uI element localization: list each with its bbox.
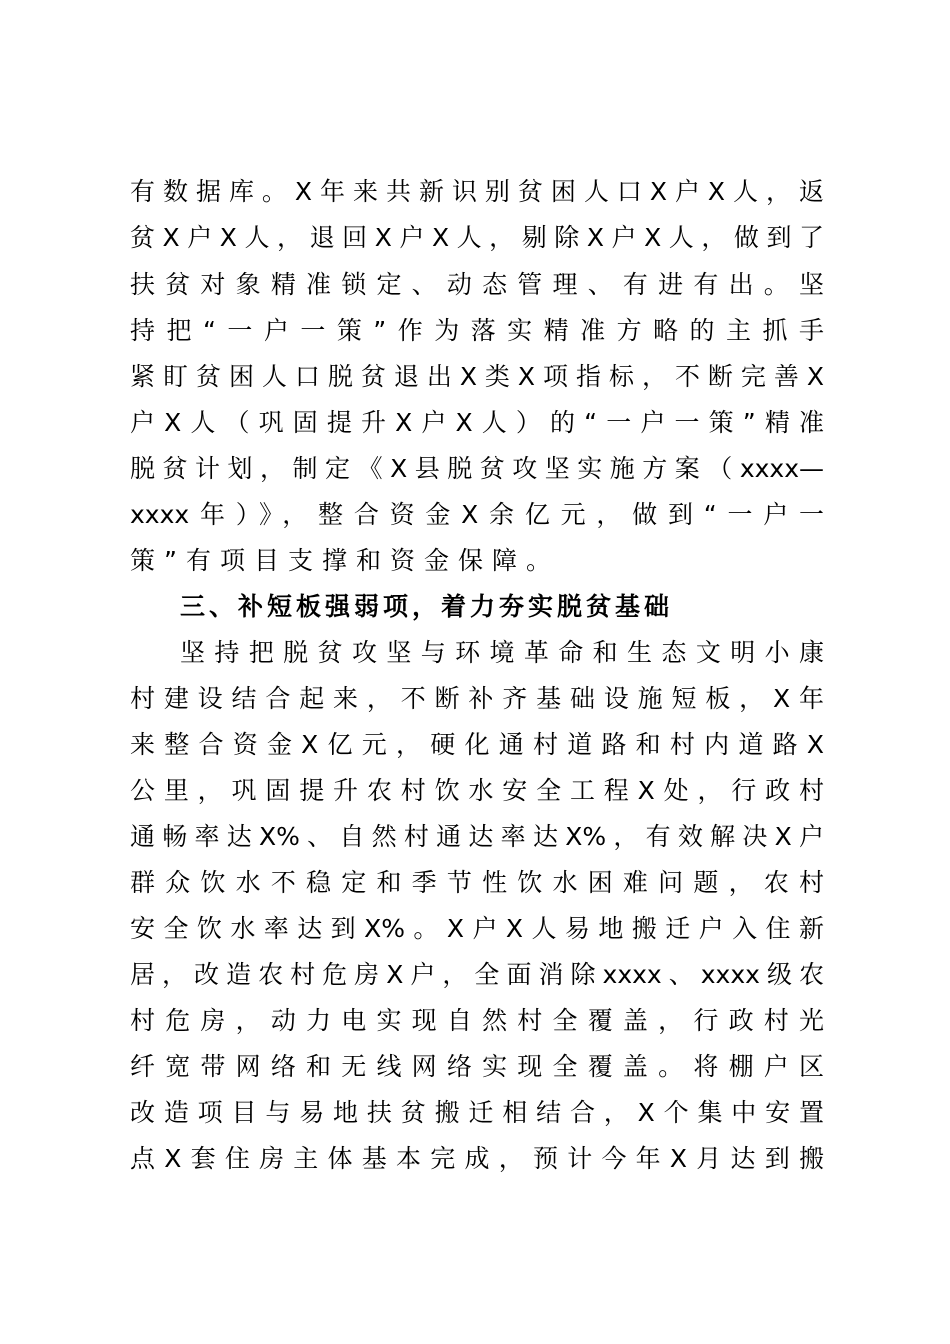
paragraph-line: 村建设结合起来，不断补齐基础设施短板，X年 [130, 684, 824, 713]
paragraph-line: 坚持把脱贫攻坚与环境革命和生态文明小康 [180, 638, 824, 667]
paragraph-line: 改造项目与易地扶贫搬迁相结合，X个集中安置 [130, 1098, 824, 1127]
paragraph-line: 有数据库。X年来共新识别贫困人口X户X人，返 [130, 177, 824, 206]
paragraph-line: 居，改造农村危房X户，全面消除xxxx、xxxx级农 [130, 960, 824, 989]
paragraph-line: 脱贫计划，制定《X县脱贫攻坚实施方案（xxxx— [130, 454, 824, 483]
paragraph-line: 通畅率达X%、自然村通达率达X%，有效解决X户 [130, 822, 824, 851]
paragraph-line: 群众饮水不稳定和季节性饮水困难问题，农村 [130, 868, 824, 897]
paragraph-line: 紧盯贫困人口脱贫退出X类X项指标，不断完善X [130, 362, 824, 391]
paragraph-line: 户X人（巩固提升X户X人）的“一户一策”精准 [130, 408, 824, 437]
section-heading: 三、补短板强弱项，着力夯实脱贫基础 [180, 592, 674, 621]
paragraph-line: 村危房，动力电实现自然村全覆盖，行政村光 [130, 1006, 824, 1035]
paragraph-line: 点X套住房主体基本完成，预计今年X月达到搬 [130, 1144, 824, 1173]
paragraph-line: 安全饮水率达到X%。X户X人易地搬迁户入住新 [130, 914, 824, 943]
paragraph-line: 公里，巩固提升农村饮水安全工程X处，行政村 [130, 776, 824, 805]
paragraph-line: 来整合资金X亿元，硬化通村道路和村内道路X [130, 730, 824, 759]
paragraph-line: 策”有项目支撑和资金保障。 [130, 546, 560, 575]
paragraph-line: 持把“一户一策”作为落实精准方略的主抓手 [130, 316, 824, 345]
paragraph-line: xxxx年）》，整合资金X余亿元，做到“一户一 [130, 500, 824, 529]
paragraph-line: 扶贫对象精准锁定、动态管理、有进有出。坚 [130, 270, 824, 299]
paragraph-line: 贫X户X人，退回X户X人，剔除X户X人，做到了 [130, 223, 824, 252]
paragraph-line: 纤宽带网络和无线网络实现全覆盖。将棚户区 [130, 1052, 824, 1081]
